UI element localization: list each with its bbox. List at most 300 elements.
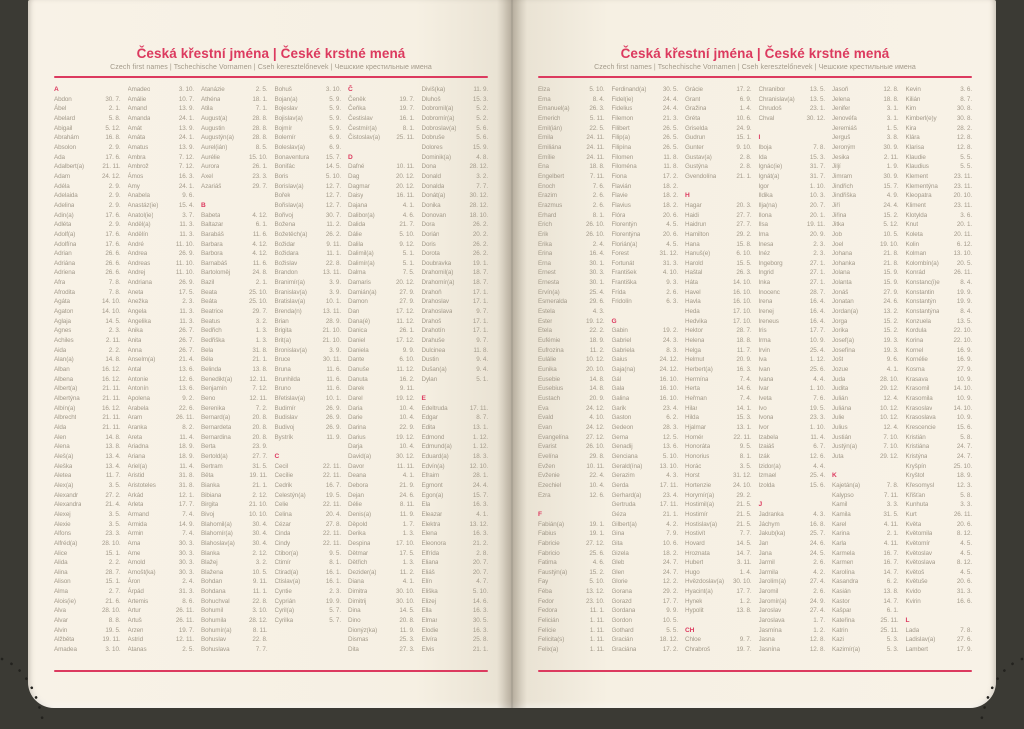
name-day-date: 11. 3. bbox=[179, 221, 194, 229]
first-name: Gvendolína bbox=[685, 172, 717, 180]
name-day-row bbox=[422, 500, 489, 510]
name-day-date: 26. 7. bbox=[178, 327, 194, 335]
first-name: Dalma bbox=[348, 269, 366, 277]
first-name: Bartoloměj bbox=[201, 269, 231, 277]
name-day-row bbox=[54, 645, 121, 655]
name-day-row bbox=[128, 143, 195, 153]
name-day-row bbox=[906, 635, 973, 645]
first-name: Donald bbox=[421, 172, 441, 180]
page-right-content bbox=[538, 0, 972, 708]
name-day-row bbox=[422, 220, 489, 230]
name-day-row bbox=[538, 336, 605, 346]
name-day-row bbox=[538, 211, 605, 221]
name-day-date: 23. 4. bbox=[662, 491, 678, 499]
first-name: Jorika bbox=[832, 327, 849, 335]
name-day-row bbox=[128, 278, 195, 288]
name-day-date: 1. 10. bbox=[809, 423, 825, 431]
name-day-row bbox=[54, 104, 121, 114]
name-day-row bbox=[685, 375, 752, 385]
first-name: Aram bbox=[127, 414, 143, 422]
name-day-date: 26. 2. bbox=[472, 221, 488, 229]
first-name: Amand bbox=[127, 105, 147, 113]
first-name: Lambert bbox=[905, 646, 928, 654]
name-day-row bbox=[275, 577, 342, 587]
first-name: Denis(a) bbox=[348, 510, 371, 518]
name-day-row bbox=[348, 626, 415, 636]
name-day-row bbox=[612, 520, 679, 530]
name-day-row bbox=[906, 529, 973, 539]
first-name: Jeremiáš bbox=[832, 124, 857, 132]
name-day-row bbox=[612, 384, 679, 394]
first-name: Klotylda bbox=[905, 211, 928, 219]
name-day-row bbox=[759, 433, 826, 443]
first-name: Athéna bbox=[201, 95, 221, 103]
first-name: Aurélie bbox=[201, 153, 220, 161]
name-day-date: 3. 2. bbox=[255, 559, 268, 567]
first-name: Čestislav bbox=[348, 114, 373, 122]
name-day-date: 8. 2. bbox=[182, 423, 194, 431]
first-name: Fatima bbox=[538, 559, 557, 567]
first-name: Bruno bbox=[274, 385, 291, 393]
name-day-row bbox=[685, 326, 752, 336]
first-name: Alfons bbox=[54, 530, 71, 538]
first-name: Iveta bbox=[758, 395, 772, 402]
name-day-row bbox=[832, 249, 899, 259]
name-day-row bbox=[422, 549, 489, 559]
name-day-date: 27. 9. bbox=[956, 366, 972, 374]
name-day-date: 19. 9. bbox=[956, 298, 972, 306]
name-day-date: 6. 3. bbox=[666, 298, 678, 306]
first-name: Absolon bbox=[54, 143, 77, 151]
name-day-row bbox=[832, 153, 899, 163]
first-name: Filoména bbox=[611, 163, 637, 171]
name-day-row bbox=[906, 510, 973, 520]
name-day-date: 31. 7. bbox=[809, 172, 825, 180]
name-day-row bbox=[538, 452, 605, 462]
name-day-row bbox=[538, 384, 605, 394]
name-day-date: 14. 8. bbox=[589, 375, 605, 383]
name-day-date: 20. 10. bbox=[585, 366, 605, 374]
first-name: Iris bbox=[758, 327, 767, 335]
name-day-row bbox=[275, 384, 342, 394]
name-day-date: 15. 3. bbox=[736, 414, 752, 422]
first-name: Erazim bbox=[538, 192, 557, 200]
first-name: Emílie bbox=[538, 153, 555, 161]
name-day-row bbox=[201, 172, 268, 182]
name-day-date: 20. 12. bbox=[395, 182, 415, 190]
name-day-row bbox=[906, 442, 973, 452]
name-day-row bbox=[422, 240, 489, 250]
name-day-date: 3. 2. bbox=[476, 172, 488, 180]
first-name: Kira bbox=[905, 124, 917, 132]
name-day-row bbox=[201, 529, 268, 539]
name-day-row bbox=[54, 124, 121, 134]
first-name: Danuta bbox=[348, 375, 368, 383]
name-day-row bbox=[275, 606, 342, 616]
name-day-row bbox=[906, 104, 973, 114]
first-name: Elizej bbox=[421, 597, 436, 605]
name-day-date: 27. 6. bbox=[956, 636, 972, 644]
name-day-date: 6. 2. bbox=[666, 414, 678, 422]
name-day-row bbox=[759, 143, 826, 153]
first-name: Květoš bbox=[905, 568, 925, 576]
name-day-date: 27. 9. bbox=[883, 288, 899, 296]
first-name: Bořek bbox=[274, 192, 291, 200]
first-name: Evženie bbox=[538, 472, 560, 480]
letter-header: J bbox=[758, 501, 763, 509]
first-name: Dobruše bbox=[421, 134, 445, 142]
first-name: Kateřina bbox=[832, 617, 855, 625]
name-day-date: 10. 1. bbox=[325, 298, 341, 306]
name-day-row bbox=[348, 539, 415, 549]
first-name: Knut bbox=[905, 221, 919, 229]
first-name: Astrid bbox=[127, 636, 143, 644]
name-day-date: 11. 6. bbox=[252, 259, 268, 267]
name-day-date: 31. 5. bbox=[883, 510, 899, 518]
name-column-4 bbox=[275, 85, 349, 655]
name-day-date: 13. 6. bbox=[662, 443, 678, 451]
first-name: Elvíra bbox=[421, 636, 437, 644]
name-day-row bbox=[128, 114, 195, 124]
name-day-date: 15. 7. bbox=[325, 153, 341, 161]
first-name: Beatrice bbox=[201, 308, 224, 316]
name-day-date: 13. 2. bbox=[883, 308, 899, 316]
name-day-row bbox=[685, 249, 752, 259]
first-name: Konstantýn bbox=[905, 298, 937, 306]
name-day-date: 5. 10. bbox=[472, 588, 488, 596]
name-day-row bbox=[759, 481, 826, 491]
name-day-date: 22. 2. bbox=[589, 327, 605, 335]
first-name: Jiljí bbox=[832, 163, 841, 171]
name-day-row bbox=[612, 587, 679, 597]
name-day-row bbox=[275, 104, 342, 114]
first-name: Ervín(a) bbox=[538, 288, 560, 296]
first-name: Bianka bbox=[201, 481, 220, 489]
first-name: Ladislav(a) bbox=[905, 636, 936, 644]
name-day-date: 1. 3. bbox=[255, 327, 268, 335]
name-day-row bbox=[685, 201, 752, 211]
name-day-row bbox=[906, 278, 973, 288]
name-day-date: 25. 11. bbox=[880, 617, 899, 625]
name-day-row bbox=[348, 288, 415, 298]
first-name: Fortunát bbox=[611, 259, 635, 267]
name-day-row bbox=[906, 375, 973, 385]
name-day-row bbox=[128, 568, 195, 578]
name-day-row bbox=[422, 191, 489, 201]
first-name: David(a) bbox=[348, 452, 371, 460]
letter-header: A bbox=[54, 86, 59, 93]
name-day-row bbox=[906, 182, 973, 192]
name-day-date: 21. 11. bbox=[102, 414, 121, 422]
first-name: Bronislav(a) bbox=[274, 346, 307, 354]
name-day-date: 4. 5. bbox=[666, 240, 678, 248]
name-day-row bbox=[128, 85, 195, 95]
name-day-row bbox=[906, 153, 973, 163]
name-day-date: 9. 7. bbox=[739, 636, 752, 644]
name-day-date: 15. 2. bbox=[883, 317, 899, 325]
name-day-row bbox=[128, 500, 195, 510]
name-day-date: 17. 2. bbox=[662, 646, 678, 654]
first-name: Barbora bbox=[201, 250, 223, 258]
first-name: Abelard bbox=[54, 114, 76, 122]
first-name: Alma bbox=[54, 588, 68, 596]
name-day-date: 22. 6. bbox=[178, 404, 194, 412]
name-day-date: 14. 10. bbox=[953, 404, 972, 412]
name-day-date: 13. 8. bbox=[252, 366, 268, 374]
name-day-date: 7. 6. bbox=[813, 395, 825, 402]
first-name: Jarmil bbox=[758, 559, 775, 567]
name-day-date: 6. 10. bbox=[399, 356, 415, 364]
first-name: Darek bbox=[348, 385, 365, 393]
first-name: Celie bbox=[274, 501, 289, 509]
first-name: Ariel(a) bbox=[127, 462, 147, 470]
first-name: Bohuslav bbox=[201, 636, 227, 644]
name-day-date: 19. 9. bbox=[956, 288, 972, 296]
name-day-row bbox=[906, 172, 973, 182]
name-column-2 bbox=[612, 85, 686, 655]
name-day-date: 10. 11. bbox=[586, 462, 605, 470]
name-day-row bbox=[759, 452, 826, 462]
name-day-date: 12. 11. bbox=[249, 375, 268, 383]
first-name: Hektor bbox=[685, 327, 703, 335]
first-name: Helena bbox=[685, 337, 705, 345]
name-day-row bbox=[348, 297, 415, 307]
name-day-date: 26. 10. bbox=[585, 443, 605, 451]
name-day-row bbox=[759, 510, 826, 520]
first-name: Kasián bbox=[832, 588, 851, 596]
name-day-row bbox=[422, 491, 489, 501]
name-day-row bbox=[612, 481, 679, 491]
name-day-date: 30. 12. bbox=[806, 114, 825, 122]
name-day-date: 21. 1. bbox=[252, 356, 268, 364]
name-day-date: 14. 10. bbox=[953, 385, 972, 393]
name-day-date: 30. 1. bbox=[589, 259, 605, 267]
name-day-date: 5. 1. bbox=[402, 259, 415, 267]
first-name: Havel bbox=[685, 288, 701, 296]
first-name: Flavián bbox=[611, 182, 632, 190]
name-day-date: 2. 1. bbox=[886, 530, 899, 538]
name-day-row bbox=[54, 153, 121, 163]
first-name: Egmont bbox=[421, 481, 443, 489]
name-day-row bbox=[275, 404, 342, 414]
name-day-row bbox=[422, 404, 489, 414]
first-name: Květa bbox=[905, 520, 922, 528]
name-day-row bbox=[128, 510, 195, 520]
first-name: Chval bbox=[758, 114, 775, 122]
name-day-date: 12. 6. bbox=[589, 491, 605, 499]
first-name: Bohdan bbox=[201, 578, 223, 586]
name-day-row bbox=[54, 346, 121, 356]
first-name: Ariadna bbox=[127, 443, 149, 451]
name-day-row bbox=[275, 191, 342, 201]
name-day-row bbox=[128, 433, 195, 443]
name-day-date: 8. 11. bbox=[252, 626, 268, 634]
name-day-date: 21. 5. bbox=[736, 520, 752, 528]
first-name: Hilda bbox=[685, 414, 699, 422]
name-day-row bbox=[201, 471, 268, 481]
first-name: Jana bbox=[758, 549, 772, 557]
name-day-row bbox=[832, 191, 899, 201]
name-day-date: 14. 9. bbox=[178, 520, 194, 528]
name-day-row bbox=[54, 268, 121, 278]
name-day-date: 22. 10. bbox=[953, 327, 972, 335]
name-day-row bbox=[201, 182, 268, 192]
name-day-row bbox=[128, 375, 195, 385]
name-day-row bbox=[275, 539, 342, 549]
first-name: Kasandra bbox=[832, 578, 859, 586]
name-day-date: 8. 1. bbox=[402, 124, 415, 132]
name-day-row bbox=[348, 616, 415, 626]
first-name: Eusebius bbox=[538, 385, 564, 393]
name-day-date: 3. 10. bbox=[325, 86, 341, 93]
first-name: Délie bbox=[348, 501, 362, 509]
name-day-row bbox=[832, 114, 899, 124]
first-name: Genciana bbox=[611, 452, 638, 460]
name-day-row bbox=[128, 268, 195, 278]
name-day-row bbox=[422, 433, 489, 443]
name-day-row bbox=[128, 172, 195, 182]
name-day-date: 17. 5. bbox=[178, 288, 194, 296]
name-day-date: 4. 2. bbox=[666, 520, 678, 528]
name-day-row bbox=[612, 114, 679, 124]
name-day-row bbox=[832, 549, 899, 559]
first-name: Darja bbox=[348, 443, 363, 451]
name-day-date: 5. 6. bbox=[476, 124, 488, 132]
name-day-row bbox=[538, 413, 605, 423]
name-day-row bbox=[201, 317, 268, 327]
name-day-row bbox=[685, 404, 752, 414]
name-day-date: 16. 9. bbox=[956, 356, 972, 364]
name-day-date: 4. 3. bbox=[592, 308, 605, 316]
first-name: Adléta bbox=[54, 221, 72, 229]
name-day-row bbox=[275, 616, 342, 626]
name-day-row bbox=[759, 520, 826, 530]
name-day-date: 17. 9. bbox=[956, 646, 972, 654]
name-day-row bbox=[348, 124, 415, 134]
first-name: Doubravka bbox=[421, 259, 452, 267]
first-name: Eleonora bbox=[421, 539, 446, 547]
name-day-row bbox=[54, 162, 121, 172]
name-day-row bbox=[275, 481, 342, 491]
first-name: Gema bbox=[611, 433, 629, 441]
name-day-date: 13. 5. bbox=[809, 95, 825, 103]
name-day-row bbox=[348, 529, 415, 539]
first-name: Kilián bbox=[905, 95, 921, 103]
first-name: Felicita(s) bbox=[538, 636, 565, 644]
name-day-row bbox=[759, 191, 826, 201]
first-name: Albín(a) bbox=[54, 404, 76, 412]
name-day-row bbox=[54, 172, 121, 182]
name-day-date: 6. 1. bbox=[886, 607, 899, 615]
name-day-row bbox=[832, 307, 899, 317]
name-day-date: 23. 3. bbox=[809, 414, 825, 422]
first-name: August(a) bbox=[201, 114, 228, 122]
first-name: Čestmír(a) bbox=[348, 124, 377, 132]
name-day-date: 4. 11. bbox=[883, 539, 899, 547]
name-day-date: 31. 3. bbox=[956, 588, 972, 596]
name-day-date: 3. 5. bbox=[108, 520, 121, 528]
first-name: Joel bbox=[832, 240, 844, 248]
name-day-row bbox=[906, 317, 973, 327]
name-day-date: 26. 10. bbox=[585, 230, 605, 238]
name-day-row bbox=[832, 104, 899, 114]
name-day-row bbox=[422, 317, 489, 327]
first-name: Kalypso bbox=[832, 491, 854, 499]
first-name: Kornel bbox=[905, 346, 924, 354]
name-day-row bbox=[201, 153, 268, 163]
first-name: Cindy bbox=[274, 539, 291, 547]
name-day-row bbox=[538, 124, 605, 134]
name-day-date: 7. 1. bbox=[255, 105, 268, 113]
name-day-row bbox=[832, 85, 899, 95]
name-day-row bbox=[201, 375, 268, 385]
name-day-row bbox=[275, 220, 342, 230]
first-name: Dětřich bbox=[348, 559, 368, 567]
name-column-1 bbox=[54, 85, 128, 655]
name-day-date: 20. 9. bbox=[589, 395, 605, 402]
name-day-date: 25. 10. bbox=[953, 462, 972, 470]
name-day-date: 2. 6. bbox=[813, 588, 825, 596]
name-day-date: 11. 2. bbox=[589, 346, 605, 354]
name-column-6 bbox=[422, 85, 489, 655]
name-day-date: 14. 1. bbox=[736, 404, 752, 412]
name-day-row bbox=[832, 491, 899, 501]
name-day-date: 7. 10. bbox=[883, 443, 899, 451]
name-day-date: 21. 9. bbox=[399, 481, 415, 489]
name-day-date: 21. 7. bbox=[399, 221, 415, 229]
name-day-row bbox=[612, 230, 679, 240]
first-name: Beáta bbox=[201, 298, 217, 306]
name-day-row bbox=[612, 249, 679, 259]
name-day-date: 17. 7. bbox=[178, 501, 194, 509]
name-day-date: 27. 7. bbox=[736, 221, 752, 229]
name-day-row bbox=[759, 462, 826, 472]
name-day-date: 28. 10. bbox=[879, 375, 899, 383]
name-day-date: 19. 5. bbox=[809, 404, 825, 412]
name-day-row bbox=[348, 597, 415, 607]
name-day-date: 12. 5. bbox=[662, 433, 678, 441]
name-day-date: 5. 10. bbox=[325, 172, 341, 180]
name-day-row bbox=[275, 413, 342, 423]
first-name: Arkád bbox=[127, 491, 144, 499]
name-day-row bbox=[128, 162, 195, 172]
first-name: Cyprián bbox=[274, 597, 296, 605]
name-day-date: 16. 10. bbox=[659, 395, 678, 402]
first-name: Garik bbox=[611, 404, 627, 412]
first-name: Fabius bbox=[538, 530, 557, 538]
first-name: Elena bbox=[421, 530, 438, 538]
first-name: Alexie bbox=[54, 520, 71, 528]
name-day-date: 13. 5. bbox=[809, 86, 825, 93]
first-name: Kosma bbox=[905, 366, 925, 374]
first-name: Jozue bbox=[832, 366, 849, 374]
first-name: Adelina bbox=[54, 201, 75, 209]
name-day-date: 17. 6. bbox=[105, 153, 121, 161]
name-day-date: 7. 7. bbox=[255, 646, 268, 654]
name-day-date: 11. 4. bbox=[179, 462, 194, 470]
first-name: Danuše bbox=[348, 366, 370, 374]
name-day-date: 18. 7. bbox=[472, 269, 488, 277]
name-day-date: 19. 7. bbox=[399, 105, 415, 113]
first-name: Erina bbox=[538, 250, 553, 258]
name-day-date: 5. 9. bbox=[329, 114, 341, 122]
name-day-date: 9. 7. bbox=[476, 337, 488, 345]
name-day-row bbox=[832, 326, 899, 336]
name-day-row bbox=[275, 423, 342, 433]
name-day-date: 21. 10. bbox=[322, 337, 341, 345]
first-name: Horst bbox=[685, 472, 700, 480]
name-day-date: 29. 2. bbox=[736, 230, 752, 238]
